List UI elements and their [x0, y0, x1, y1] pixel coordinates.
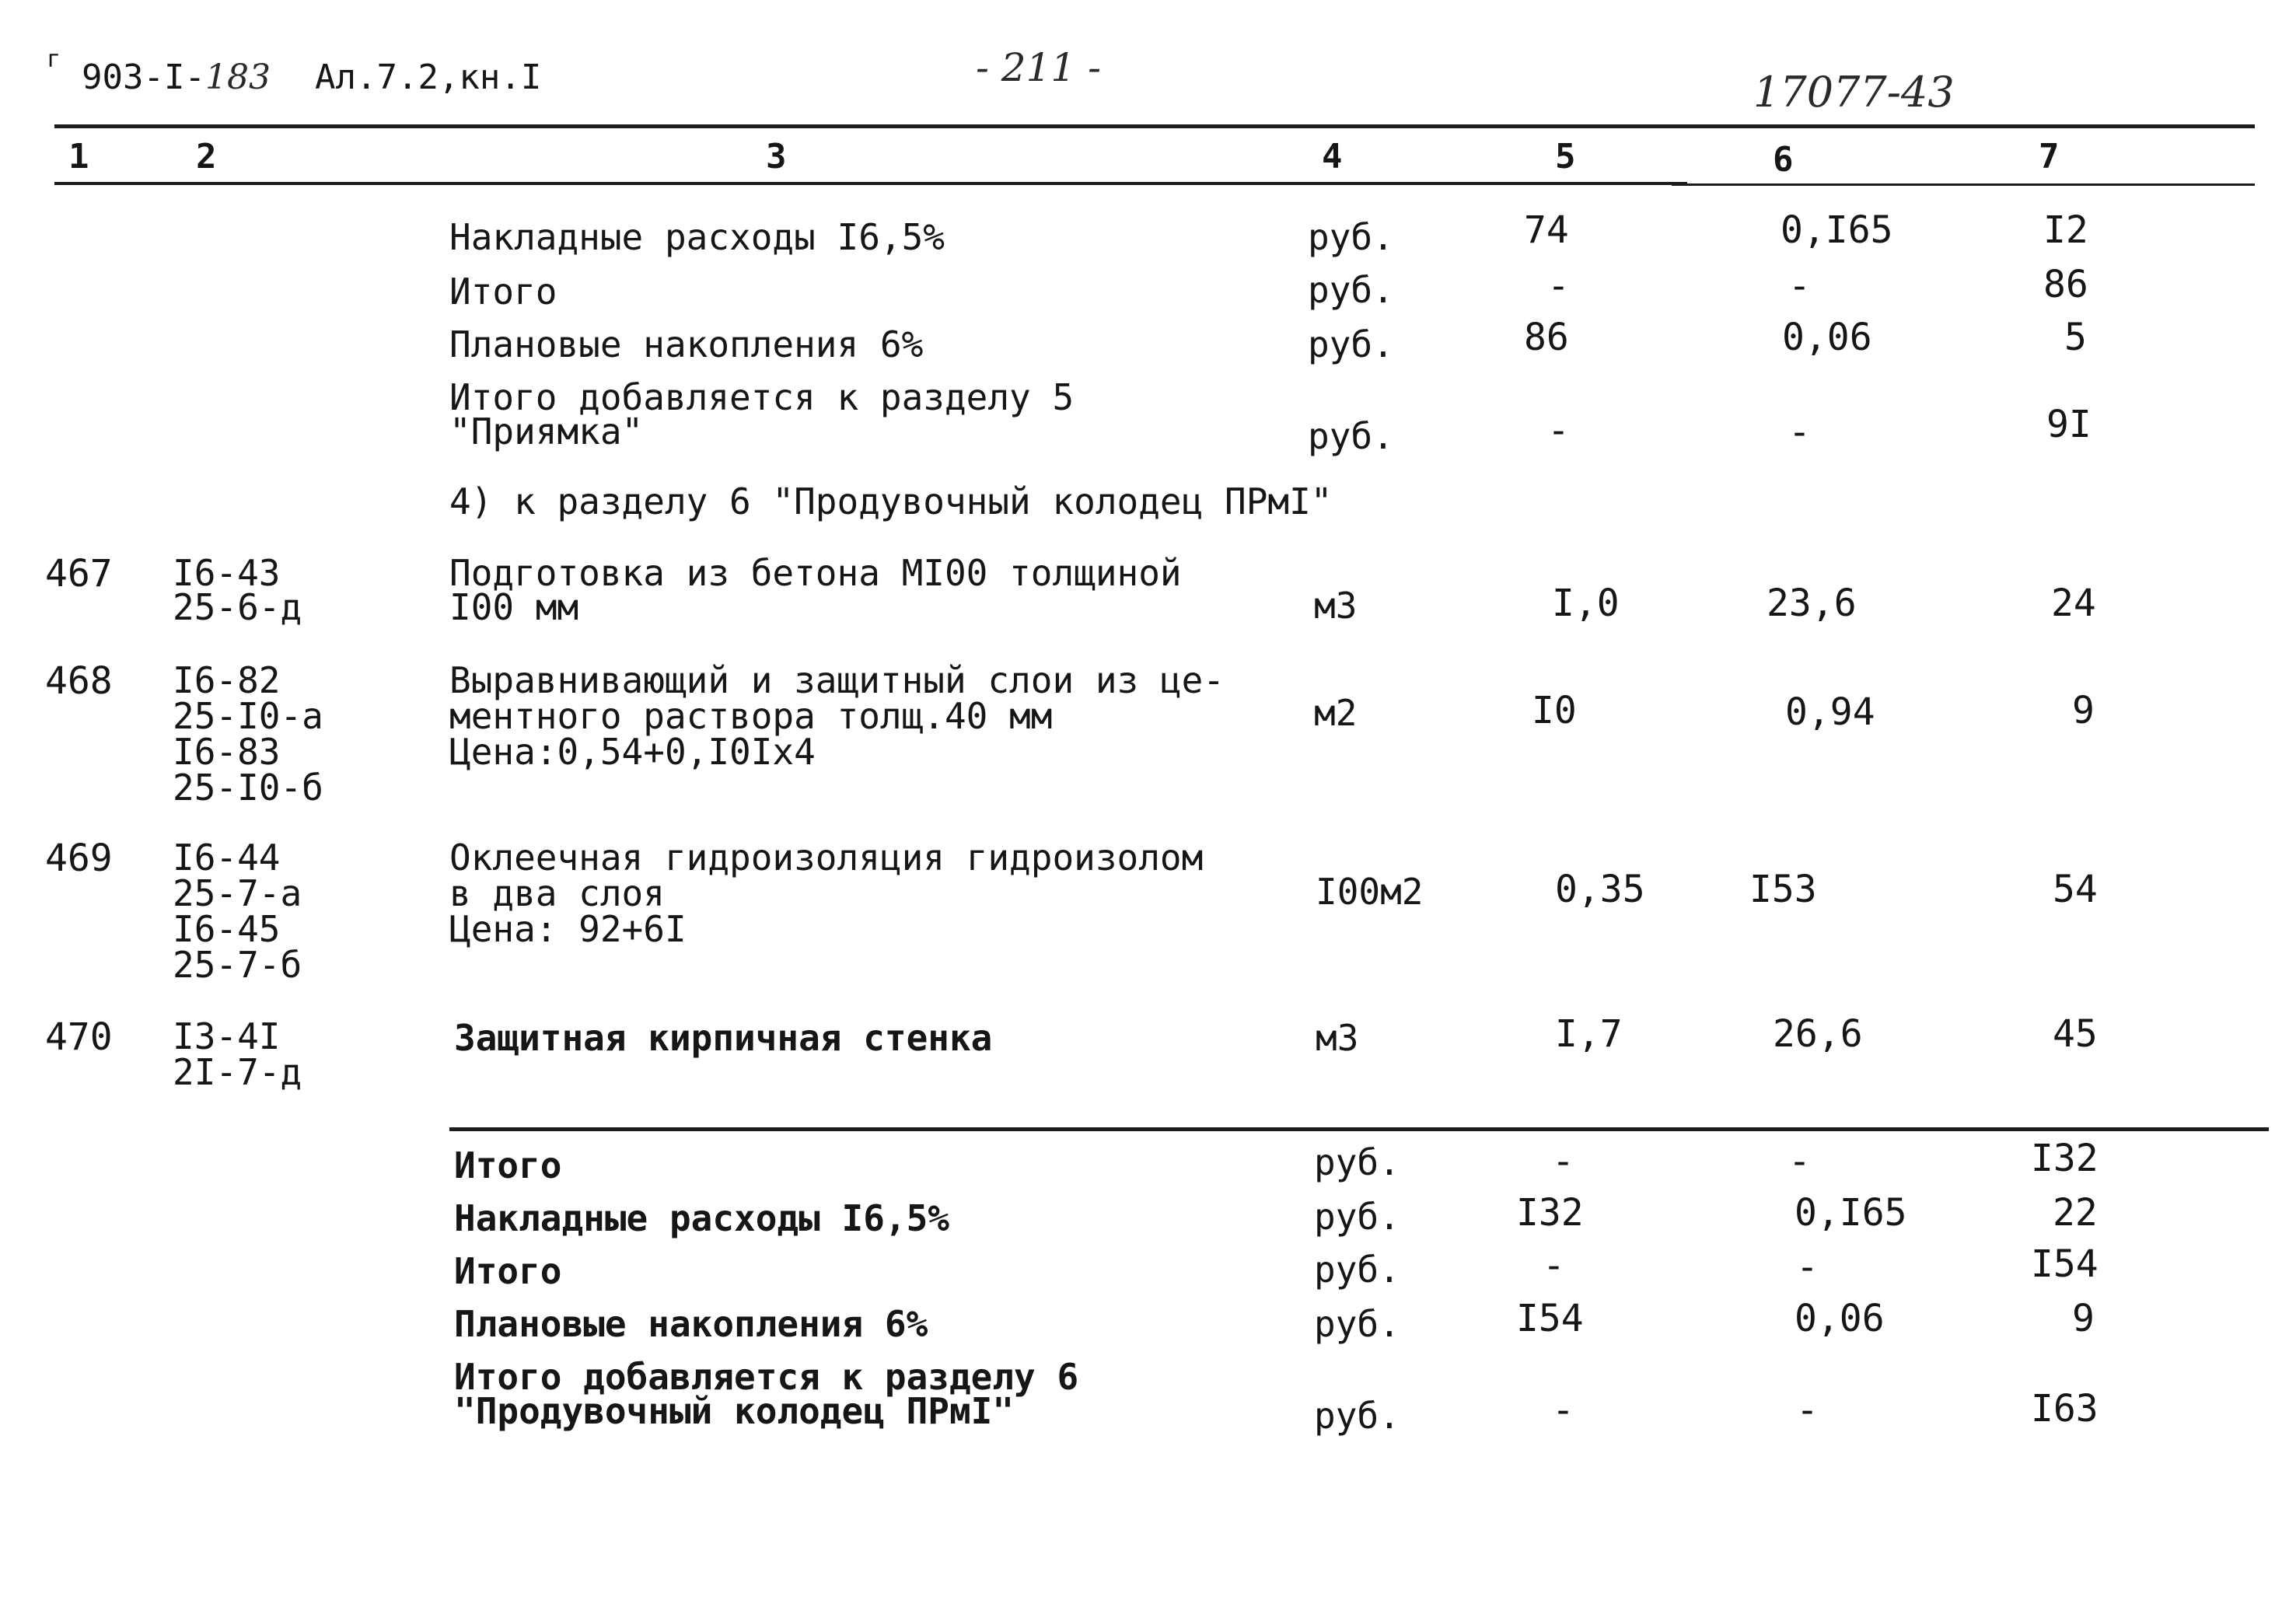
summary-s2-desc: Накладные расходы I6,5%	[454, 1197, 949, 1239]
summary-s4-total: 9	[2072, 1297, 2095, 1340]
row-r4-qty: -	[1547, 409, 1570, 452]
row-r3-total: 5	[2064, 316, 2087, 359]
row-467-unit: м3	[1314, 585, 1358, 627]
row-468-num: 468	[45, 659, 113, 703]
row-470-unit: м3	[1316, 1017, 1359, 1059]
col-header-1: 1	[68, 137, 89, 176]
row-r2-qty: -	[1547, 264, 1570, 308]
header-bottom-rule	[54, 182, 1687, 185]
page-number: - 211 -	[976, 45, 1102, 90]
summary-s2-total: 22	[2053, 1191, 2098, 1235]
summary-s3-desc: Итого	[454, 1250, 562, 1292]
summary-s2-qty: I32	[1516, 1191, 1584, 1235]
row-468-total: 9	[2072, 689, 2095, 732]
row-468-code-1: I6-82	[173, 659, 281, 701]
row-469-code-3: I6-45	[173, 908, 281, 950]
row-r1-price: 0,I65	[1781, 208, 1893, 252]
summary-s1-desc: Итого	[454, 1144, 562, 1186]
row-r4-desc-line1: Итого добавляется к разделу 5	[449, 376, 1075, 418]
row-469-desc-line1: Оклеечная гидроизоляция гидроизолом	[449, 837, 1204, 879]
row-r4-total: 9I	[2046, 403, 2092, 446]
row-468-unit: м2	[1314, 692, 1358, 734]
summary-s5-total: I63	[2031, 1387, 2099, 1431]
row-r3-qty: 86	[1524, 316, 1569, 359]
row-470-code-2: 2I-7-д	[173, 1051, 302, 1093]
row-467-desc-line2: I00 мм	[449, 586, 579, 628]
col-header-3: 3	[766, 137, 787, 176]
row-469-desc-line2: в два слоя	[449, 872, 665, 914]
summary-s4-price: 0,06	[1795, 1297, 1885, 1340]
corner-mark: г	[47, 46, 61, 73]
summary-s1-unit: руб.	[1314, 1141, 1400, 1183]
row-r1-qty: 74	[1524, 208, 1569, 252]
doc-code-text: 903-I-	[82, 58, 205, 97]
row-r2-desc: Итого	[449, 271, 557, 313]
col-header-7: 7	[2039, 137, 2060, 176]
row-470-num: 470	[45, 1015, 113, 1059]
row-469-unit: I00м2	[1316, 871, 1424, 913]
row-469-code-2: 25-7-а	[173, 872, 302, 914]
col-header-4: 4	[1322, 137, 1343, 176]
row-467-qty: I,0	[1552, 582, 1620, 625]
row-469-total: 54	[2053, 868, 2098, 911]
section-heading: 4) к разделу 6 "Продувочный колодец ПРмI"	[449, 480, 1333, 522]
row-r3-price: 0,06	[1782, 316, 1872, 359]
row-467-num: 467	[45, 552, 113, 596]
row-469-qty: 0,35	[1555, 868, 1645, 911]
row-r2-total: 86	[2043, 263, 2088, 306]
summary-s4-qty: I54	[1516, 1297, 1584, 1340]
summary-s1-price: -	[1788, 1140, 1811, 1183]
row-469-code-1: I6-44	[173, 837, 281, 879]
row-468-desc-line3: Цена:0,54+0,I0Iх4	[449, 731, 816, 773]
row-467-code-1: I6-43	[173, 552, 281, 594]
summary-s2-unit: руб.	[1314, 1196, 1400, 1238]
summary-s4-desc: Плановые накопления 6%	[454, 1303, 928, 1345]
row-r1-unit: руб.	[1308, 216, 1394, 258]
row-r4-unit: руб.	[1308, 415, 1394, 457]
row-468-desc-line1: Выравнивающий и защитный слои из це-	[449, 659, 1225, 701]
row-r2-price: -	[1788, 264, 1811, 308]
row-467-desc-line1: Подготовка из бетона МI00 толщиной	[449, 552, 1182, 594]
row-r3-unit: руб.	[1308, 323, 1394, 365]
summary-s5-unit: руб.	[1314, 1395, 1400, 1437]
summary-s5-desc-line1: Итого добавляется к разделу 6	[454, 1356, 1079, 1398]
row-467-total: 24	[2051, 582, 2096, 625]
row-r2-unit: руб.	[1308, 269, 1394, 311]
summary-s5-price: -	[1796, 1389, 1819, 1432]
summary-s1-qty: -	[1552, 1140, 1574, 1183]
row-r1-desc: Накладные расходы I6,5%	[449, 216, 945, 258]
stamp-number: 17077-43	[1753, 68, 1955, 117]
row-468-desc-line2: ментного раствора толщ.40 мм	[449, 695, 1053, 737]
summary-s3-unit: руб.	[1314, 1249, 1400, 1291]
row-469-num: 469	[45, 837, 113, 880]
row-r3-desc: Плановые накопления 6%	[449, 323, 924, 365]
row-470-desc: Защитная кирпичная стенка	[454, 1017, 993, 1059]
row-468-code-2: 25-I0-а	[173, 695, 323, 737]
row-469-code-4: 25-7-б	[173, 944, 302, 986]
row-469-desc-line3: Цена: 92+6I	[449, 908, 687, 950]
summary-s3-price: -	[1796, 1245, 1819, 1289]
col-header-2: 2	[196, 137, 217, 176]
row-470-total: 45	[2053, 1012, 2098, 1056]
row-468-code-3: I6-83	[173, 731, 281, 773]
row-r4-desc-line2: "Приямка"	[449, 410, 644, 452]
col-header-5: 5	[1555, 137, 1576, 176]
summary-s3-qty: -	[1543, 1244, 1565, 1287]
summary-s5-desc-line2: "Продувочный колодец ПРмI"	[454, 1390, 1015, 1432]
album-label: Ал.7.2,кн.I	[315, 58, 542, 97]
row-470-price: 26,6	[1773, 1012, 1863, 1056]
row-468-qty: I0	[1532, 689, 1577, 732]
row-r1-total: I2	[2043, 208, 2088, 252]
header-top-rule	[54, 124, 2255, 128]
summary-s1-total: I32	[2031, 1137, 2099, 1180]
doc-code	[82, 58, 271, 97]
col-header-6: 6	[1773, 140, 1794, 180]
row-468-price: 0,94	[1785, 690, 1875, 734]
row-468-code-4: 25-I0-б	[173, 767, 323, 809]
row-r4-price: -	[1788, 410, 1811, 454]
summary-s4-unit: руб.	[1314, 1303, 1400, 1345]
summary-s5-qty: -	[1552, 1389, 1574, 1432]
row-470-code-1: I3-4I	[173, 1015, 281, 1057]
row-469-price: I53	[1749, 868, 1817, 911]
row-467-code-2: 25-6-д	[173, 586, 302, 628]
summary-rule	[449, 1127, 2269, 1131]
row-470-qty: I,7	[1555, 1012, 1623, 1056]
doc-code-handwritten: 183	[204, 58, 271, 97]
header-bottom-rule-right	[1672, 183, 2255, 186]
row-467-price: 23,6	[1767, 582, 1857, 625]
summary-s3-total: I54	[2031, 1242, 2099, 1286]
summary-s2-price: 0,I65	[1795, 1191, 1907, 1235]
